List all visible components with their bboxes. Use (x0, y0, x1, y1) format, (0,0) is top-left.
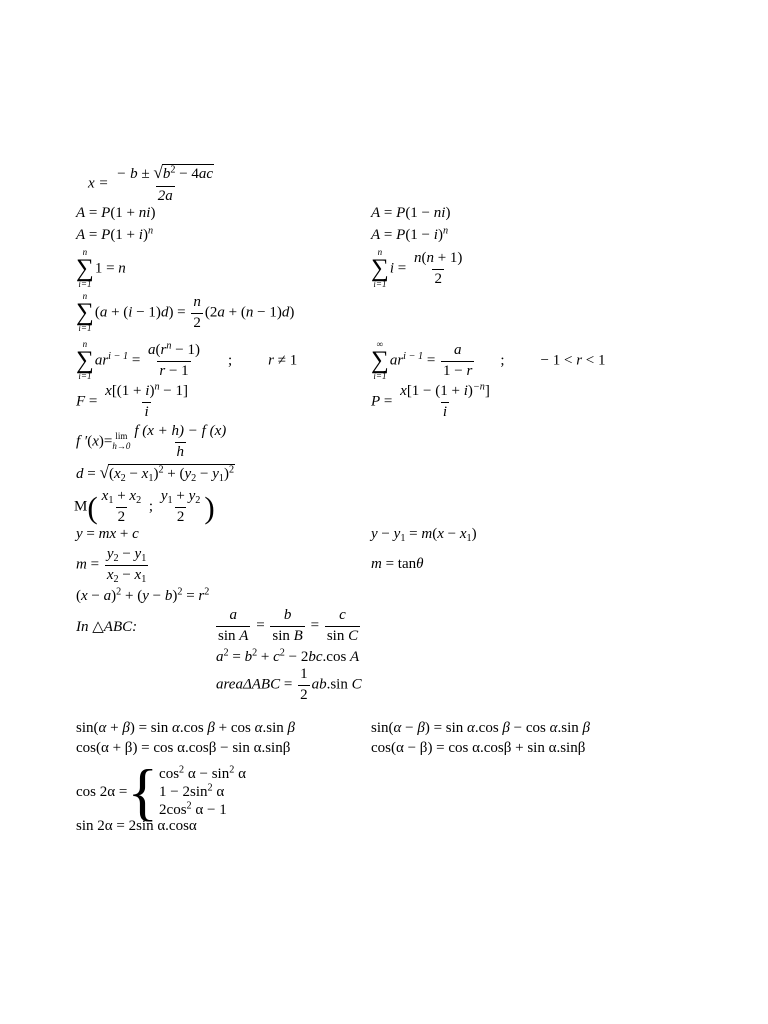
sin-diff-formula: sin(α − β) = sin α.cos β − cos α.sin β (371, 720, 590, 736)
sum-of-i-formula: n ∑ i=1 i = $\frac{n(n + 1)}{2}$ (371, 247, 463, 290)
point-slope-formula: $y - y_1 = m(x - x_1)$ (371, 526, 477, 544)
compound-depreciation-formula: $A = P(1 - i)^n$ (371, 225, 449, 243)
compound-interest-formula: $A = P(1 + i)^n$ (76, 225, 154, 243)
derivative-first-principles-formula: f ′(x)= lim h→0 $\frac{f (x + h) - f (x)}{h}$ (76, 423, 227, 460)
geometric-series-infinite-formula: ∞ ∑ i=1 $ar^{i - 1}$ = $\frac{a}{1 - r}$ ; − 1 < r < 1 (371, 339, 606, 382)
simple-depreciation-formula: A = P(1 − ni) (371, 205, 451, 221)
present-value-formula: P = $\frac{x[1 - (1 + i)^{-n}]}{i}$ (371, 381, 490, 420)
quadratic-formula: x = $\frac{- b \pm √b^2 - 4ac}{2a}$ (88, 163, 214, 204)
gradient-formula: m = $\frac{y_2 - y_1}{x_2 - x_1}$ (76, 546, 147, 585)
sum-of-ones-formula: n ∑ i=1 1 = n (76, 247, 126, 290)
cos-sum-formula: cos(α + β) = cos α.cosβ − sin α.sinβ (76, 740, 291, 756)
triangle-label: In △ABC: (76, 619, 138, 635)
distance-formula: $d = √(x_2 - x_1)^2 + (y_2 - y_1)^2$ (76, 463, 235, 484)
geometric-series-finite-formula: n ∑ i=1 $ar^{i - 1}$ = $\frac{a(r^n - 1)}{r - 1}$ ; r ≠ 1 (76, 339, 298, 382)
simple-interest-formula: A = P(1 + ni) (76, 205, 156, 221)
midpoint-formula: M( $\frac{x_1 + x_2}{2}$ ; $\frac{y_1 + y_2}{2}$ ) (74, 488, 215, 525)
arithmetic-series-formula: n ∑ i=1 (a + (i − 1)d) = $\frac{n}{2}$ (2a + (n − 1)d) (76, 291, 295, 334)
cosine-rule-formula: $a^2 = b^2 + c^2 - 2bc.\cos$ A (216, 647, 360, 665)
cos-diff-formula: cos(α − β) = cos α.cosβ + sin α.sinβ (371, 740, 586, 756)
future-value-formula: F = $\frac{x[(1 + i)^n - 1]}{i}$ (76, 381, 188, 420)
cos-double-angle-formula: cos 2α = { $\cos^2 \alpha - \sin^2 \alpha$ $1 - 2\sin^2$ α $2\cos^2$ α − 1 (76, 756, 246, 827)
sin-sum-formula: sin(α + β) = sin α.cos β + cos α.sin β (76, 720, 295, 736)
brace-icon: { (127, 756, 159, 827)
gradient-tan-formula: m = tanθ (371, 556, 424, 572)
area-rule-formula: areaΔABC = $\frac{1}{2}$ ab.sin C (216, 666, 362, 703)
sine-rule-formula: $\frac{a}{\text{sin A}}$ = $\frac{b}{\text{sin B}}$ = $\frac{c}{\text{sin C}}$ (218, 607, 359, 644)
straight-line-formula: y = mx + c (76, 526, 139, 542)
sin-double-angle-formula: sin 2α = 2sin α.cosα (76, 818, 197, 834)
circle-formula: $(x - a)^2 + (y - b)^2 = r^2$ (76, 586, 210, 604)
